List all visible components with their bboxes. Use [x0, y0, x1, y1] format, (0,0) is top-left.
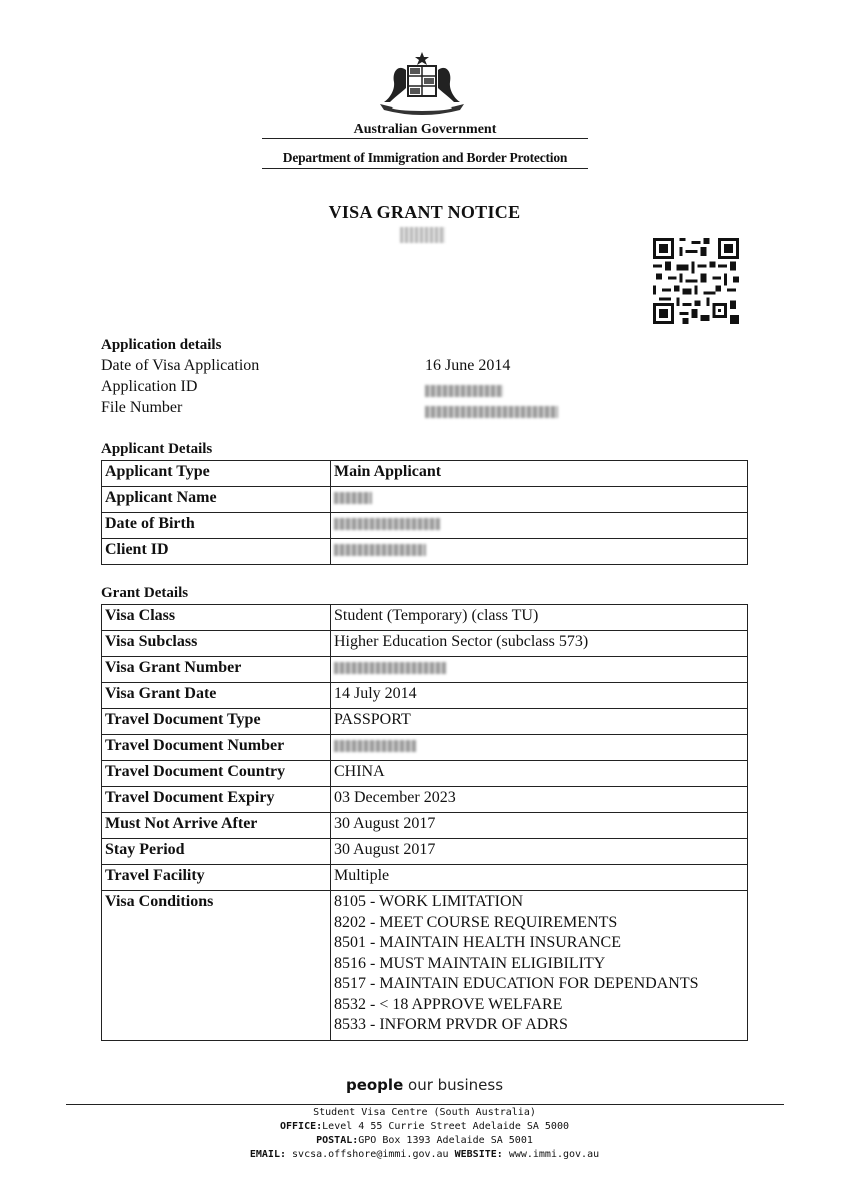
table-row — [102, 839, 748, 865]
visa-grant-date-label: Visa Grant Date — [102, 683, 331, 709]
qr-code-icon — [653, 238, 739, 324]
visa-condition: 8516 - MUST MAINTAIN ELIGIBILITY — [334, 954, 606, 972]
table-row — [102, 487, 748, 513]
footer-postal: POSTAL:GPO Box 1393 Adelaide SA 5001 — [316, 1135, 533, 1146]
department-name: Department of Immigration and Border Protection — [282, 150, 568, 165]
date-of-birth-label: Date of Birth — [102, 513, 331, 539]
notice-title: VISA GRANT NOTICE — [328, 202, 521, 222]
table-row — [102, 761, 748, 787]
application-date-label: Date of Visa Application — [101, 357, 260, 374]
grant-details-table — [101, 604, 748, 1041]
application-id-label: Application ID — [101, 378, 198, 395]
visa-condition: 8533 - INFORM PRVDR OF ADRS — [334, 1016, 568, 1033]
travel-document-type-label: Travel Document Type — [102, 709, 331, 735]
client-id-label: Client ID — [102, 539, 331, 565]
visa-grant-number-value — [331, 657, 748, 683]
visa-class-label: Visa Class — [102, 605, 331, 631]
footer-contact — [0, 1106, 849, 1162]
travel-document-type-value: PASSPORT — [331, 709, 748, 735]
visa-class-value: Student (Temporary) (class TU) — [331, 605, 748, 631]
applicant-type-value: Main Applicant — [331, 461, 748, 487]
visa-conditions-label: Visa Conditions — [102, 891, 331, 1041]
divider — [262, 168, 588, 169]
stay-period-value: 30 August 2017 — [331, 839, 748, 865]
applicant-details-heading: Applicant Details — [101, 441, 213, 457]
government-name: Australian Government — [353, 122, 497, 137]
file-number-value — [425, 403, 558, 421]
visa-condition: 8105 - WORK LIMITATION — [334, 893, 524, 910]
travel-document-expiry-value: 03 December 2023 — [331, 787, 748, 813]
visa-conditions-list — [331, 891, 748, 1041]
table-row — [102, 709, 748, 735]
visa-grant-number-label: Visa Grant Number — [102, 657, 331, 683]
visa-condition: 8517 - MAINTAIN EDUCATION FOR DEPENDANTS — [334, 975, 699, 992]
applicant-type-label: Applicant Type — [102, 461, 331, 487]
table-row — [102, 891, 748, 1041]
application-id-value — [425, 382, 503, 400]
divider — [66, 1104, 784, 1105]
footer-centre: Student Visa Centre (South Australia) — [313, 1107, 536, 1118]
application-details-heading: Application details — [101, 337, 222, 353]
travel-document-expiry-label: Travel Document Expiry — [102, 787, 331, 813]
travel-facility-value: Multiple — [331, 865, 748, 891]
footer-office: OFFICE:Level 4 55 Currie Street Adelaide SA 5000 — [280, 1121, 569, 1132]
table-row — [102, 605, 748, 631]
divider — [262, 138, 588, 139]
table-row — [102, 631, 748, 657]
travel-facility-label: Travel Facility — [102, 865, 331, 891]
table-row — [102, 539, 748, 565]
travel-document-country-value: CHINA — [331, 761, 748, 787]
footer-website[interactable]: www.immi.gov.au — [508, 1149, 600, 1160]
applicant-details-table — [101, 460, 748, 565]
applicant-name-value — [331, 487, 748, 513]
visa-subclass-label: Visa Subclass — [102, 631, 331, 657]
table-row — [102, 657, 748, 683]
date-of-birth-value — [331, 513, 748, 539]
tagline — [0, 1076, 849, 1094]
footer-email-website: EMAIL: svcsa.offshore@immi.gov.au WEBSITE: www.immi.gov.au — [249, 1149, 600, 1160]
table-row — [102, 461, 748, 487]
applicant-name-label: Applicant Name — [102, 487, 331, 513]
travel-document-number-value — [331, 735, 748, 761]
table-row — [102, 683, 748, 709]
visa-condition: 8202 - MEET COURSE REQUIREMENTS — [334, 913, 618, 931]
must-not-arrive-after-label: Must Not Arrive After — [102, 813, 331, 839]
footer-email[interactable]: svcsa.offshore@immi.gov.au — [292, 1149, 449, 1160]
table-row — [102, 787, 748, 813]
visa-subclass-value: Higher Education Sector (subclass 573) — [331, 631, 748, 657]
must-not-arrive-after-value: 30 August 2017 — [331, 813, 748, 839]
table-row — [102, 865, 748, 891]
tagline-bold: people — [345, 1076, 404, 1094]
tagline-light: our business — [408, 1076, 504, 1094]
visa-condition: 8532 - < 18 APPROVE WELFARE — [334, 995, 563, 1013]
visa-condition: 8501 - MAINTAIN HEALTH INSURANCE — [334, 934, 621, 951]
grant-details-heading: Grant Details — [101, 585, 189, 601]
table-row — [102, 735, 748, 761]
application-date-value: 16 June 2014 — [425, 357, 511, 374]
table-row — [102, 513, 748, 539]
stay-period-label: Stay Period — [102, 839, 331, 865]
travel-document-number-label: Travel Document Number — [102, 735, 331, 761]
client-id-value — [331, 539, 748, 565]
table-row — [102, 813, 748, 839]
file-number-label: File Number — [101, 399, 183, 416]
coat-of-arms-icon — [372, 50, 472, 120]
redacted-name — [400, 227, 445, 243]
travel-document-country-label: Travel Document Country — [102, 761, 331, 787]
visa-grant-date-value: 14 July 2014 — [331, 683, 748, 709]
